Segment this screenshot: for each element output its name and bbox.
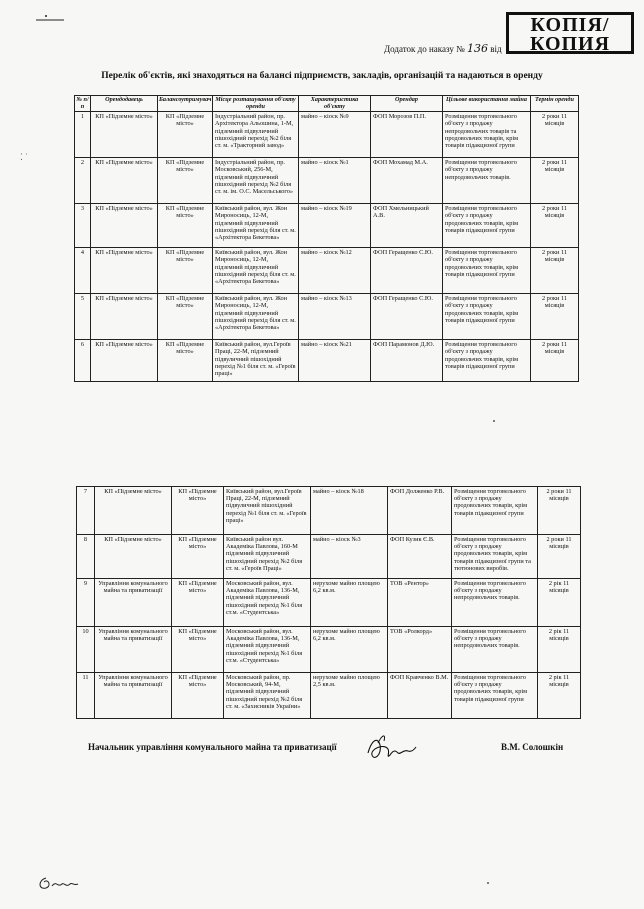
table-row	[75, 294, 579, 340]
cell-characteristic: майно – кіоск №3	[311, 535, 388, 579]
cell-tenant: ФОП Долженко Р.В.	[388, 487, 452, 535]
cell-location: Київський район, вул.Героїв Праці, 22-М, підземний підвуличний пішохідний перехід №1 біля ст. м. «Героїв праці»	[224, 487, 311, 535]
table-row	[75, 112, 579, 158]
addendum-prefix: Додаток до наказу №	[384, 44, 465, 54]
cell-location: Московський район, вул. Академіка Павлова, 136-М, підземний підвуличний пішохідний перехід №1 біля ст.м. «Студентська»	[224, 627, 311, 673]
cell-holder: КП «Підземне місто»	[158, 112, 213, 158]
cell-num: 2	[75, 158, 91, 204]
document-title: Перелік об'єктів, які знаходяться на балансі підприємств, закладів, організацій та надаються в оренду	[101, 71, 543, 81]
cell-tenant: ФОП Хмельницький А.В.	[371, 204, 443, 248]
table-header-row	[75, 96, 579, 112]
addendum-from: від	[490, 44, 502, 54]
cell-purpose: Розміщення торговельного об'єкту з продажу непродовольчих товарів.	[452, 627, 538, 673]
addendum-line	[384, 42, 502, 55]
cell-holder: КП «Підземне місто»	[172, 673, 224, 719]
cell-purpose: Розміщення торговельного об'єкту з продажу продовольчих товарів, крім товарів підакцизної групи	[443, 294, 531, 340]
cell-lessor: КП «Підземне місто»	[91, 158, 158, 204]
table-row	[77, 579, 581, 627]
cell-holder: КП «Підземне місто»	[158, 158, 213, 204]
cell-num: 7	[77, 487, 95, 535]
cell-purpose: Розміщення торговельного об'єкту з продажу непродовольчих товарів та продовольчих товарів, крім товарів підакцизної групи	[443, 112, 531, 158]
cell-purpose: Розміщення торговельного об'єкту з продажу продовольчих товарів, крім товарів підакцизної групи	[443, 204, 531, 248]
cell-lessor: Управління комунального майна та приватизації	[95, 579, 172, 627]
cell-num: 11	[77, 673, 95, 719]
cell-term: 2 роки 11 місяців	[531, 112, 579, 158]
cell-holder: КП «Підземне місто»	[172, 487, 224, 535]
cell-num: 1	[75, 112, 91, 158]
cell-lessor: Управління комунального майна та приватизації	[95, 673, 172, 719]
cell-tenant: ФОП Морозов П.П.	[371, 112, 443, 158]
cell-term: 2 роки 11 місяців	[531, 340, 579, 382]
cell-num: 9	[77, 579, 95, 627]
col-header-location: Місце розташування об'єкту оренди	[213, 96, 299, 112]
col-header-purpose: Цільове використання майна	[443, 96, 531, 112]
footer-position: Начальник управління комунального майна та приватизації	[88, 742, 337, 752]
cell-tenant: ФОП Кравченко В.М.	[388, 673, 452, 719]
cell-characteristic: майно – кіоск №9	[299, 112, 371, 158]
table-row	[75, 248, 579, 294]
stamp-line-1: КОПІЯ/	[530, 14, 610, 36]
cell-term: 2 роки 11 місяців	[531, 204, 579, 248]
objects-table-page1	[74, 95, 579, 382]
cell-tenant: ФОП Геращенко С.Ю.	[371, 248, 443, 294]
footer-name: В.М. Солошкін	[501, 742, 564, 752]
cell-purpose: Розміщення торговельного об'єкту з продажу непродовольчих товарів.	[443, 158, 531, 204]
cell-purpose: Розміщення торговельного об'єкту з продажу продовольчих товарів, крім товарів підакцизної групи та тютюнових виробів.	[452, 535, 538, 579]
cell-tenant: ФОП Мохамад М.А.	[371, 158, 443, 204]
col-header-num: № п/п	[75, 96, 91, 112]
cell-lessor: КП «Підземне місто»	[91, 112, 158, 158]
copy-stamp	[506, 12, 634, 54]
cell-purpose: Розміщення торговельного об'єкту з продажу непродовольчих товарів.	[452, 579, 538, 627]
cell-purpose: Розміщення торговельного об'єкту з продажу продовольчих товарів, крім товарів підакцизної групи	[443, 340, 531, 382]
table-row	[77, 627, 581, 673]
stamp-line-2: КОПИЯ	[529, 33, 611, 55]
cell-characteristic: майно – кіоск №19	[299, 204, 371, 248]
cell-holder: КП «Підземне місто»	[158, 248, 213, 294]
cell-holder: КП «Підземне місто»	[172, 627, 224, 673]
table-row	[77, 673, 581, 719]
cell-holder: КП «Підземне місто»	[158, 294, 213, 340]
speck	[493, 420, 495, 422]
cell-characteristic: майно – кіоск №18	[311, 487, 388, 535]
cell-characteristic: майно – кіоск №13	[299, 294, 371, 340]
cell-location: Московський район, вул. Академіка Павлова, 136-М, підземний підвуличний пішохідний перехід №1 біля ст.м. «Студентська»	[224, 579, 311, 627]
col-header-characteristic: Характеристика об'єкту	[299, 96, 371, 112]
cell-term: 2 роки 11 місяців	[531, 248, 579, 294]
cell-term: 2 рік 11 місяців	[538, 627, 581, 673]
cell-num: 3	[75, 204, 91, 248]
col-header-term: Термін оренди	[531, 96, 579, 112]
table-row	[75, 158, 579, 204]
initials-icon	[36, 872, 80, 894]
cell-characteristic: нерухоме майно площею 6,2 кв.м.	[311, 627, 388, 673]
cell-num: 5	[75, 294, 91, 340]
cell-location: Київський район, вул. Жон Мироносиць, 12-М, підземний підвуличний пішохідний перехід біля ст. м. «Архітектора Бекетова»	[213, 248, 299, 294]
corner-mark-icon	[36, 14, 64, 22]
cell-characteristic: майно – кіоск №1	[299, 158, 371, 204]
cell-characteristic: майно – кіоск №21	[299, 340, 371, 382]
cell-location: Індустріальний район, пр. Архітектора Альошина, 1-М, підземний підвуличний пішохідний перехід №2 біля ст. м. «Тракторний завод»	[213, 112, 299, 158]
cell-tenant: ФОП Геращенко С.Ю.	[371, 294, 443, 340]
cell-tenant: ТОВ «Рентор»	[388, 579, 452, 627]
cell-tenant: ТОВ «Ролкорд»	[388, 627, 452, 673]
cell-characteristic: нерухоме майно площею 2,5 кв.м.	[311, 673, 388, 719]
cell-lessor: КП «Підземне місто»	[91, 204, 158, 248]
cell-location: Київський район, вул.Героїв Праці, 22-М, підземний підвуличний пішохідний перехід №1 біля ст. м. «Героїв праці»	[213, 340, 299, 382]
cell-term: 2 роки 11 місяців	[531, 294, 579, 340]
cell-purpose: Розміщення торговельного об'єкту з продажу продовольчих товарів, крім товарів підакцизної групи	[452, 487, 538, 535]
cell-num: 4	[75, 248, 91, 294]
col-header-lessor: Орендодавець	[91, 96, 158, 112]
cell-num: 10	[77, 627, 95, 673]
cell-characteristic: нерухоме майно площею 6,2 кв.м.	[311, 579, 388, 627]
cell-holder: КП «Підземне місто»	[158, 340, 213, 382]
cell-lessor: Управління комунального майна та приватизації	[95, 627, 172, 673]
col-header-tenant: Орендар	[371, 96, 443, 112]
cell-tenant: ФОП Парамонов Д.Ю.	[371, 340, 443, 382]
cell-term: 2 рік 11 місяців	[538, 673, 581, 719]
speck	[487, 882, 489, 884]
cell-lessor: КП «Підземне місто»	[91, 340, 158, 382]
order-number: 136	[466, 42, 488, 55]
cell-num: 8	[77, 535, 95, 579]
cell-term: 2 роки 11 місяців	[538, 535, 581, 579]
cell-num: 6	[75, 340, 91, 382]
objects-table-page2	[76, 486, 581, 719]
cell-location: Індустріальний район, пр. Московський, 256-М, підземний підвуличний пішохідний перехід №2 біля ст. м. ім. О.С. Масельського»	[213, 158, 299, 204]
cell-purpose: Розміщення торговельного об'єкту з продажу продовольчих товарів, крім товарів підакцизної групи	[443, 248, 531, 294]
cell-purpose: Розміщення торговельного об'єкту з продажу продовольчих товарів, крім товарів підакцизної групи	[452, 673, 538, 719]
cell-location: Київський район вул. Академіка Павлова, 160-М підземний підвуличний пішохідний перехід №2 біля ст. м. «Героїв Праці»	[224, 535, 311, 579]
cell-holder: КП «Підземне місто»	[172, 535, 224, 579]
table-row	[75, 340, 579, 382]
table-row	[75, 204, 579, 248]
cell-lessor: КП «Підземне місто»	[91, 248, 158, 294]
cell-lessor: КП «Підземне місто»	[91, 294, 158, 340]
margin-mark: ⁚ ˙	[20, 152, 29, 162]
signature-icon	[364, 731, 418, 767]
cell-term: 2 роки 11 місяців	[531, 158, 579, 204]
cell-term: 2 рік 11 місяців	[538, 579, 581, 627]
table-row	[77, 535, 581, 579]
cell-location: Київський район, вул. Жон Мироносиць, 12-М, підземний підвуличний пішохідний перехід біля ст. м. «Архітектора Бекетова»	[213, 294, 299, 340]
cell-holder: КП «Підземне місто»	[172, 579, 224, 627]
cell-tenant: ФОП Кузик Є.В.	[388, 535, 452, 579]
cell-lessor: КП «Підземне місто»	[95, 535, 172, 579]
cell-term: 2 роки 11 місяців	[538, 487, 581, 535]
cell-location: Московський район, пр. Московський, 94-М, підземний підвуличний пішохідний перехід №2 біля ст. м. «Захисників України»	[224, 673, 311, 719]
cell-characteristic: майно – кіоск №12	[299, 248, 371, 294]
cell-location: Київський район, вул. Жон Мироносиць, 12-М, підземний підвуличний пішохідний перехід біля ст. м. «Архітектора Бекетова»	[213, 204, 299, 248]
col-header-holder: Балансоутримувач	[158, 96, 213, 112]
cell-lessor: КП «Підземне місто»	[95, 487, 172, 535]
table-row	[77, 487, 581, 535]
cell-holder: КП «Підземне місто»	[158, 204, 213, 248]
